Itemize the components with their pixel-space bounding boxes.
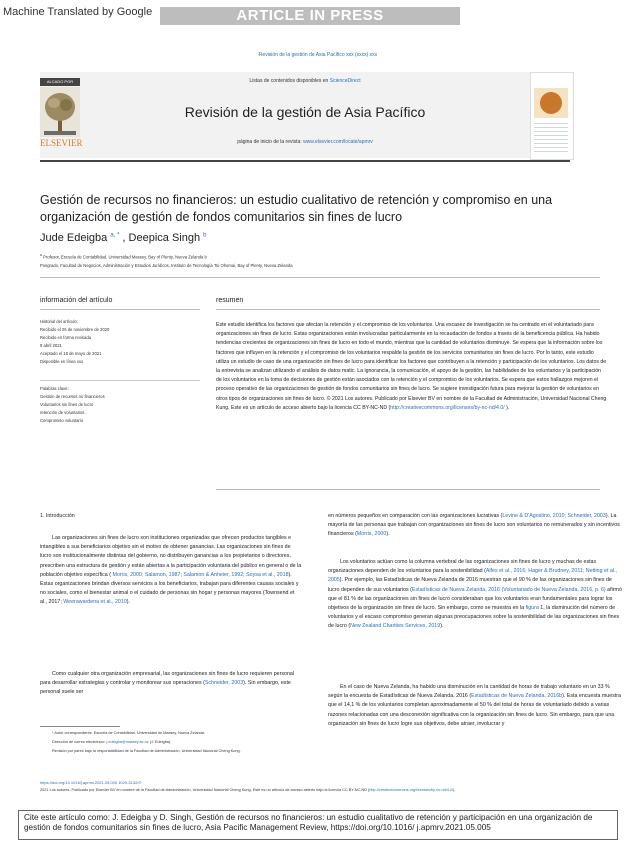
footnote-divider xyxy=(40,726,120,727)
citation-link[interactable]: Estadísticas de Nueva Zelanda, 2016b xyxy=(471,693,563,700)
keywords-label: Palabras clave: xyxy=(40,386,69,391)
divider xyxy=(40,309,200,310)
corresponding-author-note: * Autor correspondiente. Escuela de Contabilidad, Universidad de Massey, Nueva Zelanda. xyxy=(52,731,205,735)
article-info-heading: información del artículo xyxy=(40,297,113,304)
section-heading: 1. Introducción xyxy=(40,513,75,519)
keyword: retención de voluntarios xyxy=(40,410,85,415)
history-item: Aceptado el 18 de mayo de 2021 xyxy=(40,351,102,356)
email-note: Dirección de correo electrónico: j.edeigba@massey.ac.nz (J. Edeigba). xyxy=(52,740,172,744)
license-link[interactable]: http://creativecommons.org/licenses/by-nc-nd/4.0/ xyxy=(369,788,454,792)
citation-link[interactable]: Morris, 2000 xyxy=(356,531,387,538)
body-paragraph: Como cualquier otra organización empresarial, las organizaciones sin fines de lucro requieren personal para desarrollar estrategias y controlar y monitorear sus operaciones (Schneider, 2003). Sin embargo, este personal suele ser xyxy=(40,671,295,696)
history-item: Recibido el 26 de noviembre de 2020 xyxy=(40,327,110,332)
header-divider xyxy=(40,160,570,162)
keyword: Voluntarios sin fines de lucro xyxy=(40,402,94,407)
author-affiliation-marker[interactable]: a, * xyxy=(110,232,120,239)
sciencedirect-link[interactable]: ScienceDirect xyxy=(329,78,361,84)
journal-homepage: página de inicio de la revista: www.elsevier.com/locate/apmrv xyxy=(237,139,373,145)
figure-link[interactable]: figura xyxy=(525,605,539,612)
machine-translated-label: Machine Translated by Google xyxy=(3,6,153,18)
abstract-heading: resumen xyxy=(216,297,244,304)
cover-lines xyxy=(534,120,568,152)
citation-link[interactable]: Levine & D'Agostino, 2010; Schneider, 2003 xyxy=(502,513,606,519)
author-affiliation-marker[interactable]: b xyxy=(203,232,207,239)
elsevier-logo-text: ELSEVIER xyxy=(40,138,83,148)
body-paragraph: En el caso de Nueva Zelanda, ha habido una disminución en la cantidad de horas de trabajo voluntario en un 33 % según la encuesta de Estadísticas de Nueva Zelanda, 2016 (Estadísticas de Nueva Zelanda, 2016b). Esta encuesta muestra que el 14,1 % de los voluntarios completan aproximadamente el 50 % del total de horas de voluntariado debido a varias razones relacionadas con una desconexión significativa con la organización sin fines de lucro. Sin embargo, para que una organización sin fines de lucro logre sus objetivos, debe atraer, involucrar y xyxy=(328,684,621,727)
history-item: 9 abril 2021 xyxy=(40,343,62,348)
divider xyxy=(216,489,600,490)
body-paragraph: Las organizaciones sin fines de lucro son instituciones organizadas que ofrecen productos tangibles e intangibles a sus beneficiarios objetivo sin el motivo de obtener ganancias. Las organizaciones sin fines de lucro son institucionalmente distintas del gobierno, no distribuyen ganancias a los propietarios o directores, prescriben una estructura de gestión y están abiertas a la participación voluntaria del público en general o de la población objetivo específica ( Morris, 2000; Salamon, 1987; Salamon & Anheier, 1992; Soysa et al., 2018). Estas organizaciones brindan diversos servicios a los beneficiarios, trabajan para diferentes causas sociales y no sociales, como el bienestar animal o el cuidado de personas sin hogar y personas mayores (Townsend et al., 2017; Weerawardena et al., 2010). xyxy=(40,535,302,606)
affiliation-b: Posgrado, Facultad de Negocios, Administración y Estudios Jurídicos, Instituto de Tecnología Toi Ohomai, Bay of Plenty, Nueva Zelanda xyxy=(40,263,293,268)
journal-reference-link[interactable]: Revisión de la gestión de Asia Pacífico xxx (xxxx) xxx xyxy=(258,52,378,58)
license-line: 2021 Los autores. Publicado por Elsevier BV en nombre de la Facultad de Administración, Universidad Nacional Cheng Kung. Este es un artículo de acceso abierto bajo la licencia CC BY-NC-ND (http://creativecommons.org/licenses/by-nc-nd/4.0/). xyxy=(40,788,456,792)
keyword: Compromiso voluntario xyxy=(40,418,84,423)
history-item: Historial del artículo: xyxy=(40,319,78,324)
license-link[interactable]: http://creativecommons.org/licenses/by-nc-nd/4.0/ xyxy=(390,404,505,411)
history-item: Recibido en forma revisada xyxy=(40,335,91,340)
divider xyxy=(40,277,600,278)
citation-link[interactable]: Weerawardena et al., 2010 xyxy=(63,599,127,606)
author-name[interactable]: Deepica Singh xyxy=(128,232,201,244)
email-link[interactable]: j.edeigba@massey.ac.nz xyxy=(106,740,149,744)
divider xyxy=(40,380,200,381)
abstract-text: Este estudio identifica los factores que afectan la retención y el compromiso de los voluntarios. Una escasez de investigación se ha centrado en el voluntariado para organizaciones sin fines de lucro. Estas organizaciones están involucradas particularmente en la recaudación de fondos a través de la beneficencia pública. Ha habido tendencias crecientes de organizaciones sin fines de lucro en todo el mundo, mientras que la cantidad de voluntarios disminuye. Se espera que la información sobre los factores que influyen en la retención y el compromiso de los voluntarios respalde la gestión de los servicios comunitarios sin fines de lucro. Por lo tanto, este estudio utiliza un estudio de caso de una organización sin fines de lucro para identificar los factores que contribuyen a la retención y participación de los voluntarios. Los datos de la entrevista se analizan utilizando el análisis de datos matic. La ignorancia, la comunicación, el apoyo de la gestión, las habilidades de los voluntarios y la participación de los voluntarios en la toma de decisiones de gestión están asociados con la retención y el compromiso de los voluntarios. Se espera que estos hallazgos mejoren el proceso operativo de las organizaciones de gestión de fondos comunitarios sin fines de lucro. Se sugiere investigación futura para mejorar la gestión de voluntarios en otros tipos de organizaciones sin fines de lucro. © 2021 Los autores. Publicado por Elsevier BV en nombre de la Facultad de Administración, Universidad Nacional Cheng Kung. Este es un artículo de acceso abierto bajo la licencia CC BY-NC-ND (http://creativecommons.org/licenses/by-nc-nd/4.0/ ). xyxy=(216,322,607,411)
peer-review-note: Revisión por pares bajo la responsabilidad de la Facultad de Administración, Universidad Nacional Cheng Kung. xyxy=(52,749,241,753)
body-paragraph: Los voluntarios actúan como la columna vertebral de las organizaciones sin fines de lucro y muchas de estas organizaciones dependen de los voluntarios para la sostenibilidad (Alfes et al., 2016; Hager & Brudney, 2011; Netting et al., 2005). Por ejemplo, las Estadísticas de Nueva Zelanda de 2016 muestran que el 90 % de las organizaciones sin fines de lucro dependen de sus voluntarios (Estadísticas de Nueva Zelanda, 2016 (Voluntariado de Nueva Zelanda, 2016, p. 6) afirmó que el 81 % de las organizaciones sin fines de lucro consideraban que los voluntarios eran fundamentales para lograr los objetivos de la organización sin fines de lucro. Sin embargo, como se muestra en la figura 1, la disminución del número de voluntarios y el escaso compromiso generan algunas preocupaciones sobre la sostenibilidad de las organizaciones sin fines de lucro (New Zealand Charities Services, 2019). xyxy=(328,559,622,630)
citation-link[interactable]: Morris, 2000; Salamon, 1987; Salamon & Anheier, 1992; Soysa et al., 2018 xyxy=(112,571,289,578)
citation-link[interactable]: Alfes et al., 2016; Hager & Brudney, 2011; Netting et al., 2005 xyxy=(328,568,617,584)
logo-band: ALCADO POR xyxy=(40,78,80,86)
cover-emblem xyxy=(540,92,562,114)
citation-link[interactable]: Schneider, 2003 xyxy=(204,680,244,687)
doi-link[interactable]: https://doi.org/10.1016/j.apmrv.2021.05.005 1029-3132/© xyxy=(40,780,142,785)
citation-box: Cite este artículo como: J. Edeigba y D. Singh, Gestión de recursos no financieros: un estudio cualitativo de retención y participación en una organización de gestión de fondos comunitarios sin fines de lucro, Asia Pacific Management Review, https://doi.org/10.1016/ j.apmrv.2021.05.005 xyxy=(18,810,618,840)
history-item: Disponible en línea xxx xyxy=(40,359,84,364)
citation-link[interactable]: (Voluntariado de Nueva Zelanda, 2016, p. 6) xyxy=(501,586,606,593)
citation-link[interactable]: New Zealand Charities Services, 2019 xyxy=(350,623,441,630)
article-title: Gestión de recursos no financieros: un estudio cualitativo de retención y compromiso en una organización de gestión de fondos comunitarios sin fines de lucro xyxy=(40,193,553,224)
authors: Jude Edeigba $^{a, *}$ , Deepica Singh $^b$ xyxy=(40,232,207,244)
body-paragraph: en números pequeños en comparación con las organizaciones lucrativas (Levine & D'Agostino, 2010; Schneider, 2003). La mayoría de las personas que trabajan con organizaciones sin fines de lucro son voluntarios no remunerados y sin incentivos financieros (Morris, 2000). xyxy=(328,513,620,538)
contents-line: Listas de contenidos disponibles en ScienceDirect xyxy=(249,78,361,84)
divider xyxy=(216,309,600,310)
article-in-press-banner: ARTICLE IN PRESS xyxy=(160,7,460,25)
author-name[interactable]: Jude Edeigba xyxy=(40,232,108,244)
affiliation-a: $^a$ Profesor, Escuela de Contabilidad, Universidad Massey, Bay of Plenty, Nueva Zelanda b xyxy=(40,253,207,260)
citation-link[interactable]: Estadísticas de Nueva Zelanda, 2016 xyxy=(411,586,500,593)
keyword: Gestión de recursos no financieros xyxy=(40,394,105,399)
homepage-link[interactable]: www.elsevier.com/locate/apmrv xyxy=(303,139,373,145)
journal-title: Revisión de la gestión de Asia Pacífico xyxy=(184,104,426,120)
